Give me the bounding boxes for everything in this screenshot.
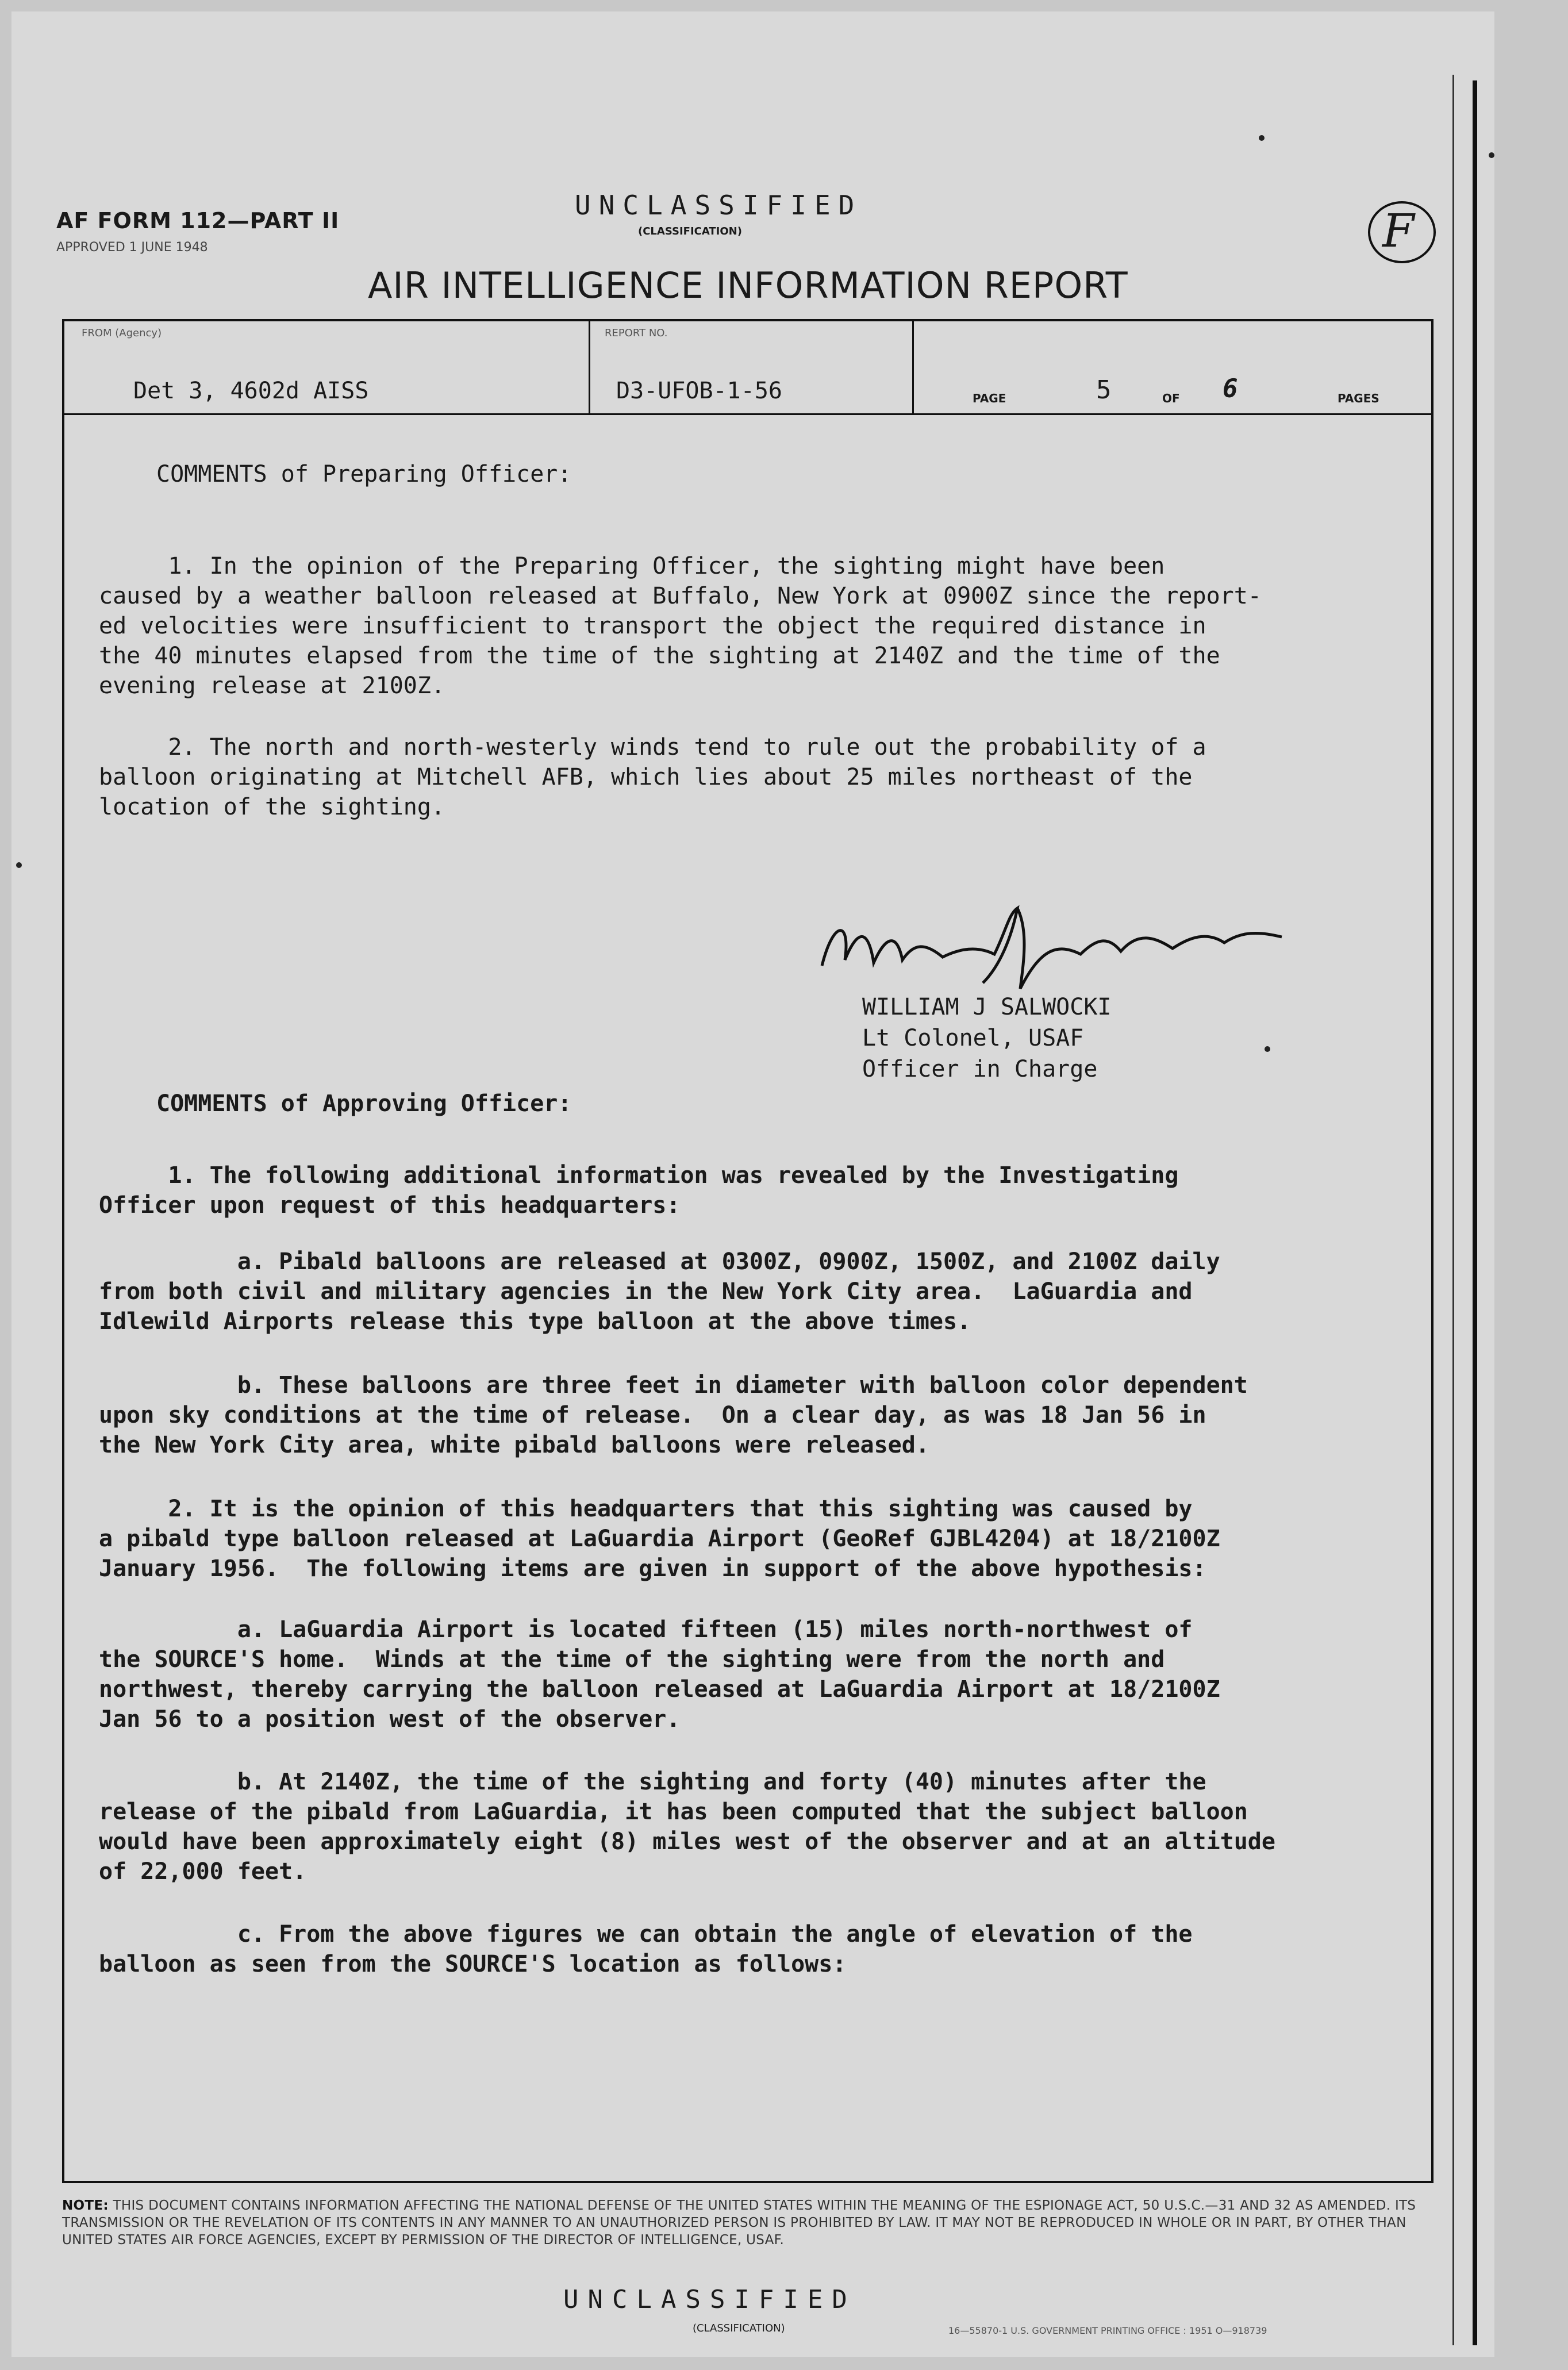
- header-divider: [912, 321, 914, 413]
- from-label: FROM (Agency): [82, 327, 162, 339]
- pages-label: PAGES: [1338, 391, 1379, 405]
- corner-mark: F: [1382, 204, 1415, 258]
- approving-paragraph-2a: a. LaGuardia Airport is located fifteen (15) miles north-northwest of the SOURCE'S home. Winds at the time of the sighting were from the north and northwest, thereby carrying the balloon released at LaGuardia Airport at 18/2100Z Jan 56 to a position west of the observer.: [99, 1616, 1220, 1733]
- preparing-paragraph-2: 2. The north and north-westerly winds tend to rule out the probability of a balloon originating at Mitchell AFB, which lies about 25 miles northeast of the location of the sighting.: [99, 734, 1206, 820]
- signer-title: Officer in Charge: [862, 1056, 1098, 1082]
- classification-top-label: (CLASSIFICATION): [638, 225, 742, 237]
- from-value: Det 3, 4602d AISS: [133, 378, 369, 404]
- approving-paragraph-2b: b. At 2140Z, the time of the sighting and forty (40) minutes after the release of the pibald from LaGuardia, it has been computed that the subject balloon would have been approximately eight (8) miles west of the observer and at an altitude of 22,000 feet.: [99, 1769, 1275, 1885]
- page-edge-shadow: [1452, 75, 1454, 2345]
- preparing-officer-heading: COMMENTS of Preparing Officer:: [156, 461, 572, 487]
- printing-office-line: 16—55870-1 U.S. GOVERNMENT PRINTING OFFICE : 1951 O—918739: [948, 2325, 1267, 2336]
- page-label: PAGE: [973, 391, 1006, 405]
- page-edge: [1473, 80, 1477, 2345]
- page-number: 5: [1096, 375, 1112, 405]
- classification-bottom-label: (CLASSIFICATION): [693, 2322, 785, 2334]
- report-no-value: D3-UFOB-1-56: [616, 378, 782, 404]
- note-label: NOTE:: [62, 2198, 109, 2213]
- preparing-paragraph-1: 1. In the opinion of the Preparing Officer, the sighting might have been caused by a weather balloon released at Buffalo, New York at 0900Z since the report- ed velocities were insufficient to transport the object the required distance in the 40 minutes elapsed from the time of the sighting at 2140Z and the time of the evening release at 2100Z.: [99, 553, 1262, 699]
- report-header-row: [64, 321, 1431, 415]
- scan-speck: [1265, 1046, 1270, 1052]
- security-notice: [62, 2197, 1453, 2249]
- approving-paragraph-1: 1. The following additional information was revealed by the Investigating Officer upon request of this headquarters:: [99, 1162, 1179, 1219]
- scan-speck: [16, 862, 22, 868]
- note-text: THIS DOCUMENT CONTAINS INFORMATION AFFECTING THE NATIONAL DEFENSE OF THE UNITED STATES WITHIN THE MEANING OF THE ESPIONAGE ACT, 50 U.S.C.—31 AND 32 AS AMENDED. ITS TRANSMISSION OR THE REVELATION OF ITS CONTENTS IN ANY MANNER TO AN UNAUTHORIZED PERSON IS PROHIBITED BY LAW. IT MAY NOT BE REPRODUCED IN WHOLE OR IN PART, BY OTHER THAN UNITED STATES AIR FORCE AGENCIES, EXCEPT BY PERMISSION OF THE DIRECTOR OF INTELLIGENCE, USAF.: [62, 2198, 1416, 2248]
- report-no-label: REPORT NO.: [605, 327, 668, 339]
- document-page: [11, 11, 1494, 2357]
- approving-paragraph-2c: c. From the above figures we can obtain the angle of elevation of the balloon as seen from the SOURCE'S location as follows:: [99, 1921, 1193, 1977]
- approving-paragraph-1a: a. Pibald balloons are released at 0300Z, 0900Z, 1500Z, and 2100Z daily from both civil and military agencies in the New York City area. LaGuardia and Idlewild Airports release this type balloon at the above times.: [99, 1249, 1220, 1335]
- classification-bottom: UNCLASSIFIED: [563, 2285, 856, 2314]
- classification-top: UNCLASSIFIED: [575, 190, 863, 221]
- handwritten-signature: [810, 897, 1299, 994]
- report-title: AIR INTELLIGENCE INFORMATION REPORT: [368, 264, 1128, 306]
- signer-rank: Lt Colonel, USAF: [862, 1025, 1084, 1051]
- of-label: OF: [1162, 391, 1180, 405]
- signer-name: WILLIAM J SALWOCKI: [862, 994, 1112, 1020]
- approving-paragraph-2: 2. It is the opinion of this headquarters that this sighting was caused by a pibald type balloon released at LaGuardia Airport (GeoRef GJBL4204) at 18/2100Z January 1956. The following items are given in support of the above hypothesis:: [99, 1496, 1220, 1582]
- total-pages: 6: [1223, 374, 1238, 404]
- approving-paragraph-1b: b. These balloons are three feet in diameter with balloon color dependent upon sky conditions at the time of release. On a clear day, as was 18 Jan 56 in the New York City area, white pibald balloons were released.: [99, 1372, 1248, 1458]
- report-body-frame: [62, 319, 1434, 2183]
- scan-speck: [1489, 152, 1494, 158]
- scan-speck: [1259, 135, 1265, 141]
- signature-block: [862, 992, 1111, 1085]
- approving-officer-heading: COMMENTS of Approving Officer:: [156, 1090, 572, 1117]
- form-approved-date: APPROVED 1 JUNE 1948: [56, 240, 208, 255]
- form-id: AF FORM 112—PART II: [56, 208, 340, 233]
- header-divider: [589, 321, 590, 413]
